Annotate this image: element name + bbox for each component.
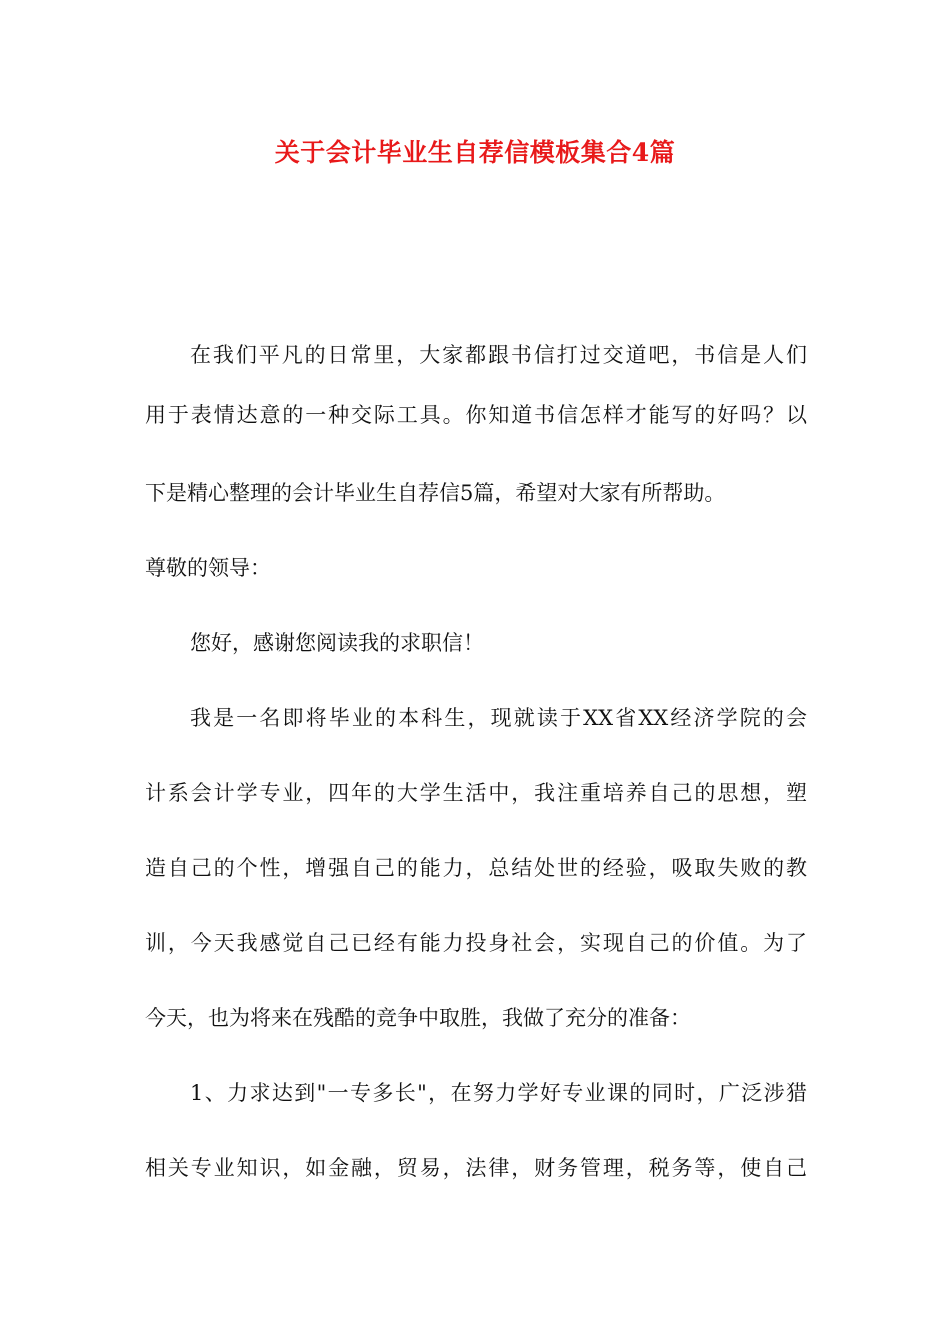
paragraph-line: 计系会计学专业，四年的大学生活中，我注重培养自己的思想，塑 [145, 781, 807, 805]
paragraph-line: 造自己的个性，增强自己的能力，总结处世的经验，吸取失败的教 [145, 856, 807, 880]
paragraph-line: 下是精心整理的会计毕业生自荐信5篇，希望对大家有所帮助。 [145, 481, 726, 505]
document-title: 关于会计毕业生自荐信模板集合4篇 [274, 138, 676, 167]
paragraph-line: 今天，也为将来在残酷的竞争中取胜，我做了充分的准备： [145, 1006, 691, 1030]
greeting-line: 您好，感谢您阅读我的求职信！ [190, 631, 484, 655]
paragraph-line: 我是一名即将毕业的本科生，现就读于XX省XX经济学院的会 [190, 706, 807, 730]
list-item-line: 相关专业知识，如金融，贸易，法律，财务管理，税务等，使自己 [145, 1156, 807, 1180]
salutation: 尊敬的领导： [145, 556, 271, 580]
paragraph-line: 用于表情达意的一种交际工具。你知道书信怎样才能写的好吗？以 [145, 403, 807, 427]
paragraph-line: 在我们平凡的日常里，大家都跟书信打过交道吧，书信是人们 [190, 343, 807, 367]
paragraph-line: 训，今天我感觉自己已经有能力投身社会，实现自己的价值。为了 [145, 931, 807, 955]
list-item-line: 1、力求达到"一专多长"，在努力学好专业课的同时，广泛涉猎 [190, 1081, 807, 1105]
